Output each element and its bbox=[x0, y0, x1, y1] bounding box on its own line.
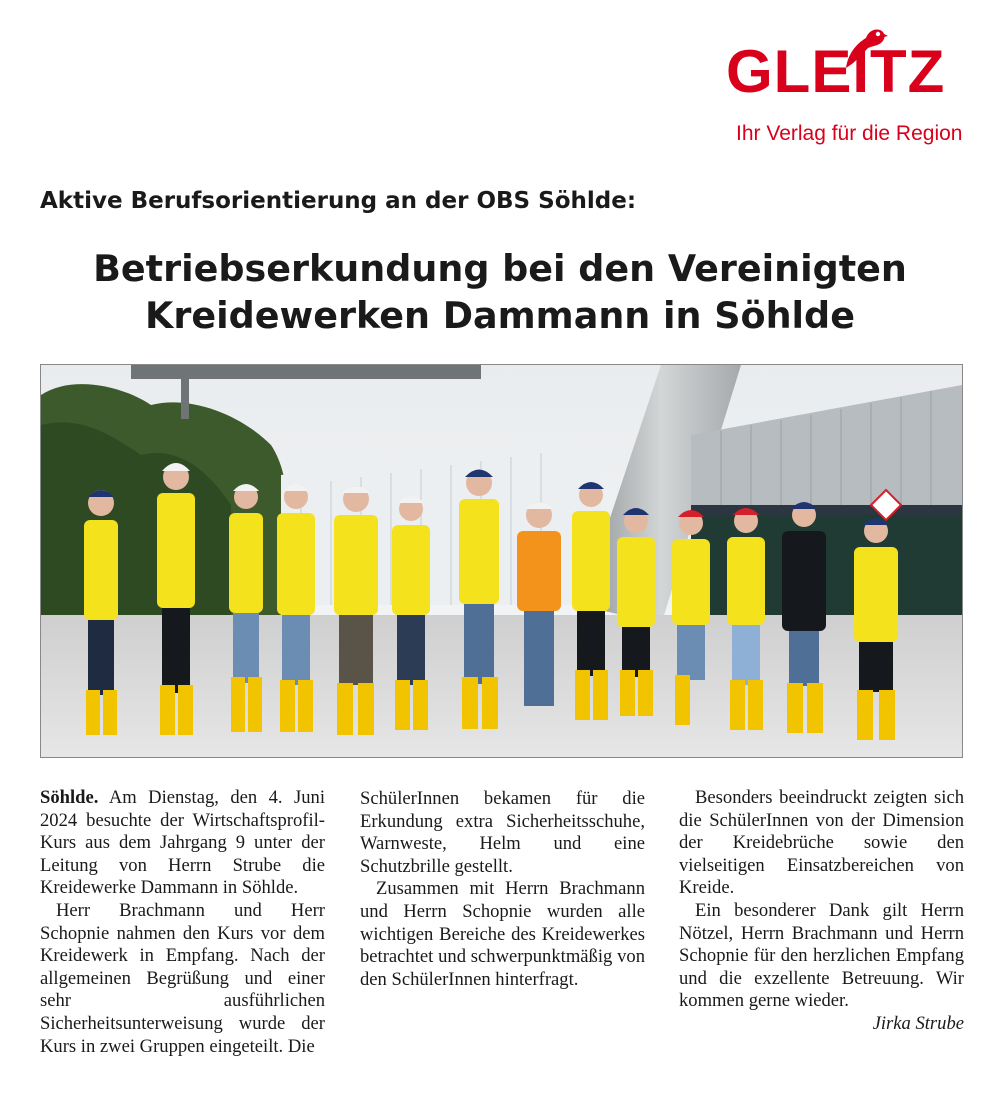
article-paragraph: Herr Brachmann und Herr Schopnie nahmen den Kurs vor dem Kreidewerk in Empfang. Nach der allgemeinen Begrüßung und einer sehr ausführlichen Sicherheitsunterweisung wurde der Kurs in zwei Gruppen eingeteilt. Die bbox=[40, 899, 325, 1057]
article-kicker: Aktive Berufsorientierung an der OBS Söhlde: bbox=[40, 188, 637, 214]
article-paragraph-continued: SchülerInnen bekamen für die Erkundung extra Sicherheitsschuhe, Warnweste, Helm und eine Schutzbrille gestellt. bbox=[360, 788, 645, 877]
bird-logo-icon bbox=[838, 24, 888, 72]
group-photo bbox=[40, 364, 963, 758]
group-photo-illustration bbox=[41, 365, 962, 757]
logo-wordmark: GLEITZ bbox=[726, 38, 946, 105]
article-paragraph: Besonders beeindruckt zeigten sich die SchülerInnen von der Dimension der Kreidebrüche sowie den vielseitigen Einsatzbereichen von Kreide. bbox=[679, 787, 964, 899]
publisher-logo bbox=[722, 30, 972, 150]
article-paragraph: Zusammen mit Herrn Brachmann und Herrn Schopnie wurden alle wichtigen Bereiche des Kreidewerkes betrachtet und schwerpunktmäßig von den SchülerInnen hinterfragt. bbox=[360, 878, 645, 990]
article-column-3 bbox=[679, 787, 964, 1036]
headline-line-2: Kreidewerken Dammann in Söhlde bbox=[145, 294, 855, 337]
article-headline bbox=[40, 245, 960, 339]
article-paragraph bbox=[40, 787, 325, 900]
logo-tagline: Ihr Verlag für die Region bbox=[736, 122, 963, 145]
article-dateline: Söhlde. bbox=[40, 787, 99, 808]
headline-line-1: Betriebserkundung bei den Vereinigten bbox=[93, 247, 907, 290]
article-column-1 bbox=[40, 787, 325, 1058]
article-paragraph: Ein besonderer Dank gilt Herrn Nötzel, Herrn Brachmann und Herrn Schopnie für den herzlichen Empfang und die exzellente Betreuung. Wir kommen gerne wieder. bbox=[679, 899, 964, 1012]
article-column-2 bbox=[360, 788, 645, 991]
article-author: Jirka Strube bbox=[872, 1012, 964, 1034]
paragraph-text: Am Dienstag, den 4. Juni 2024 besuchte der Wirtschaftsprofil-Kurs aus dem Jahrgang 9 unter der Leitung von Herrn Strube die Kreidewerke Dammann in Söhlde. bbox=[40, 787, 326, 899]
